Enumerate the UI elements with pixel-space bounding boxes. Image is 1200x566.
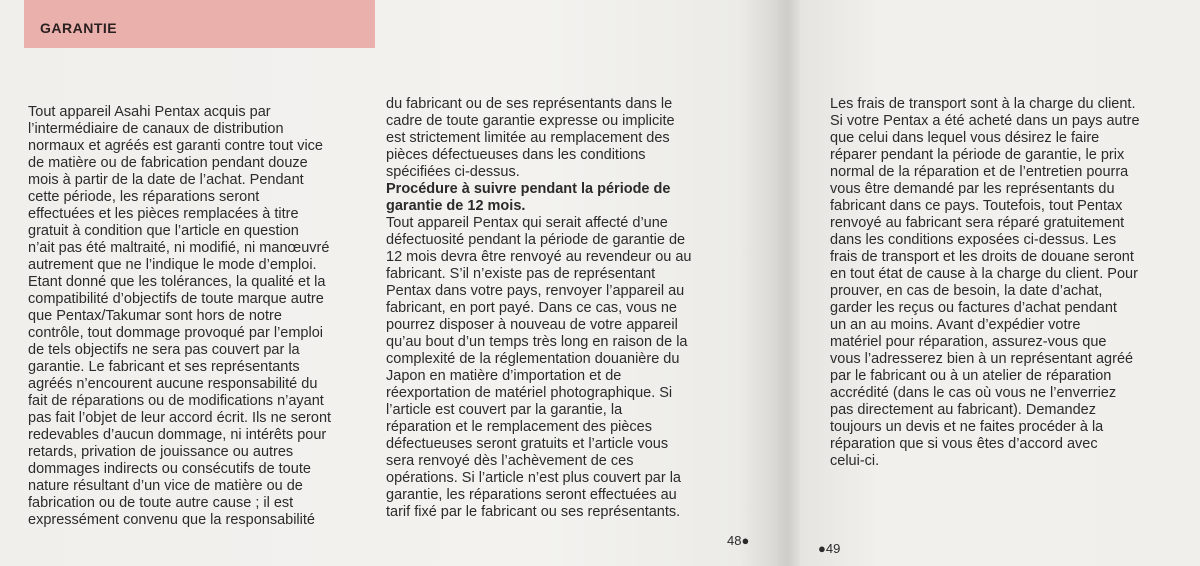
text-column-2	[386, 96, 731, 521]
text-line: réparation que si vous êtes d’accord avec	[830, 436, 1098, 452]
text-line: Si votre Pentax a été acheté dans un pays autre	[830, 113, 1140, 129]
text-line: frais de transport et les droits de douane seront	[830, 249, 1134, 265]
book-gutter	[778, 0, 800, 566]
text-line: fabrication ou de toute autre cause ; il est	[28, 495, 294, 511]
text-line: l’intermédiaire de canaux de distribution	[28, 121, 284, 137]
text-column-1	[28, 104, 373, 529]
text-line: prouver, en cas de besoin, la date d’achat,	[830, 283, 1103, 299]
text-line: pas fait l’objet de leur accord écrit. Ils ne seront	[28, 410, 332, 426]
text-line: Tout appareil Asahi Pentax acquis par	[28, 104, 271, 120]
text-line: celui-ci.	[830, 453, 880, 469]
text-line: expressément convenu que la responsabilité	[28, 512, 315, 528]
text-line: agréés n’encourent aucune responsabilité du	[28, 376, 318, 392]
text-line: est strictement limitée au remplacement des	[386, 130, 670, 146]
text-line: dans les conditions exposées ci-dessus. Les	[830, 232, 1117, 248]
text-line: tarif fixé par le fabricant ou ses représentants.	[386, 504, 681, 520]
text-line: que Pentax/Takumar sont hors de notre	[28, 308, 282, 324]
text-line: fait de réparations ou de modifications n’ayant	[28, 393, 324, 409]
text-line: en tout état de cause à la charge du client. Pour	[830, 266, 1138, 282]
text-line: garantie. Le fabricant et ses représentants	[28, 359, 300, 375]
text-line: Etant donné que les tolérances, la qualité et la	[28, 274, 326, 290]
section-heading-line: garantie de 12 mois.	[386, 198, 526, 214]
text-line: opérations. Si l’article n’est plus couvert par la	[386, 470, 681, 486]
text-line: Les frais de transport sont à la charge du client.	[830, 96, 1136, 112]
text-line: normal de la réparation et de l’entretien pourra	[830, 164, 1129, 180]
text-line: de tels objectifs ne sera pas couvert par la	[28, 342, 300, 358]
text-line: un an au moins. Avant d’expédier votre	[830, 317, 1081, 333]
text-line: pourrez disposer à nouveau de votre appareil	[386, 317, 678, 333]
text-line: gratuit à condition que l’article en question	[28, 223, 299, 239]
text-line: mois à partir de la date de l’achat. Pendant	[28, 172, 304, 188]
text-line: cadre de toute garantie expresse ou implicite	[386, 113, 675, 129]
text-line: réexportation de matériel photographique. Si	[386, 385, 673, 401]
text-line: l’article est couvert par la garantie, la	[386, 402, 623, 418]
text-line: complexité de la réglementation douanière du	[386, 351, 680, 367]
text-line: du fabricant ou de ses représentants dans le	[386, 96, 673, 112]
text-column-3	[830, 96, 1170, 470]
text-line: renvoyé au fabricant sera réparé gratuitement	[830, 215, 1125, 231]
text-line: sera renvoyé dès l’achèvement de ces	[386, 453, 634, 469]
text-line: contrôle, tout dommage provoqué par l’emploi	[28, 325, 323, 341]
text-line: pièces défectueuses dans les conditions	[386, 147, 646, 163]
text-line: n’ait pas été maltraité, ni modifié, ni manœuvré	[28, 240, 330, 256]
text-line: qu’au bout d’un temps très long en raison de la	[386, 334, 688, 350]
text-line: fabricant, en port payé. Dans ce cas, vous ne	[386, 300, 677, 316]
text-line: vous l’adresserez bien à un représentant agréé	[830, 351, 1134, 367]
text-line: effectuées et les pièces remplacées à titre	[28, 206, 299, 222]
text-line: dommages indirects ou consécutifs de toute	[28, 461, 311, 477]
text-line: accrédité (dans le cas où vous ne l’enverriez	[830, 385, 1117, 401]
text-line: garder les reçus ou factures d’achat pendant	[830, 300, 1117, 316]
text-line: défectuosité pendant la période de garantie de	[386, 232, 686, 248]
text-line: pas directement au fabricant). Demandez	[830, 402, 1096, 418]
text-line: cette période, les réparations seront	[28, 189, 260, 205]
text-line: spécifiées ci-dessus.	[386, 164, 520, 180]
text-line: que celui dans lequel vous désirez le faire	[830, 130, 1100, 146]
page-title: GARANTIE	[40, 20, 118, 36]
text-line: fabricant dans ce pays. Toutefois, tout Pentax	[830, 198, 1123, 214]
section-heading-line: Procédure à suivre pendant la période de	[386, 181, 671, 197]
text-line: nature résultant d’un vice de matière ou de	[28, 478, 303, 494]
text-line: garantie, les réparations seront effectuées au	[386, 487, 677, 503]
page-number-left: 48●	[727, 533, 750, 548]
text-line: Pentax dans votre pays, renvoyer l’appareil au	[386, 283, 685, 299]
text-line: matériel pour réparation, assurez-vous que	[830, 334, 1107, 350]
text-line: autrement que ne l’indique le mode d’emploi.	[28, 257, 317, 273]
text-line: retards, privation de jouissance ou autres	[28, 444, 294, 460]
text-line: redevables d’aucun dommage, ni intérêts pour	[28, 427, 327, 443]
text-line: normaux et agréés est garanti contre tout vice	[28, 138, 323, 154]
text-line: toujours un devis et ne faites procéder à la	[830, 419, 1104, 435]
text-line: de matière ou de fabrication pendant douze	[28, 155, 308, 171]
text-line: Tout appareil Pentax qui serait affecté d’une	[386, 215, 668, 231]
text-line: 12 mois devra être renvoyé au revendeur ou au	[386, 249, 692, 265]
text-line: fabricant. S’il n’existe pas de représentant	[386, 266, 656, 282]
text-line: par le fabricant ou à un atelier de réparation	[830, 368, 1112, 384]
text-line: compatibilité d’objectifs de toute marque autre	[28, 291, 324, 307]
text-line: vous être demandé par les représentants du	[830, 181, 1115, 197]
text-line: réparation et le remplacement des pièces	[386, 419, 652, 435]
text-line: Japon en matière d’importation et de	[386, 368, 622, 384]
page-number-right: ●49	[818, 541, 841, 556]
text-line: défectueuses seront gratuits et l’article vous	[386, 436, 669, 452]
text-line: réparer pendant la période de garantie, le prix	[830, 147, 1125, 163]
